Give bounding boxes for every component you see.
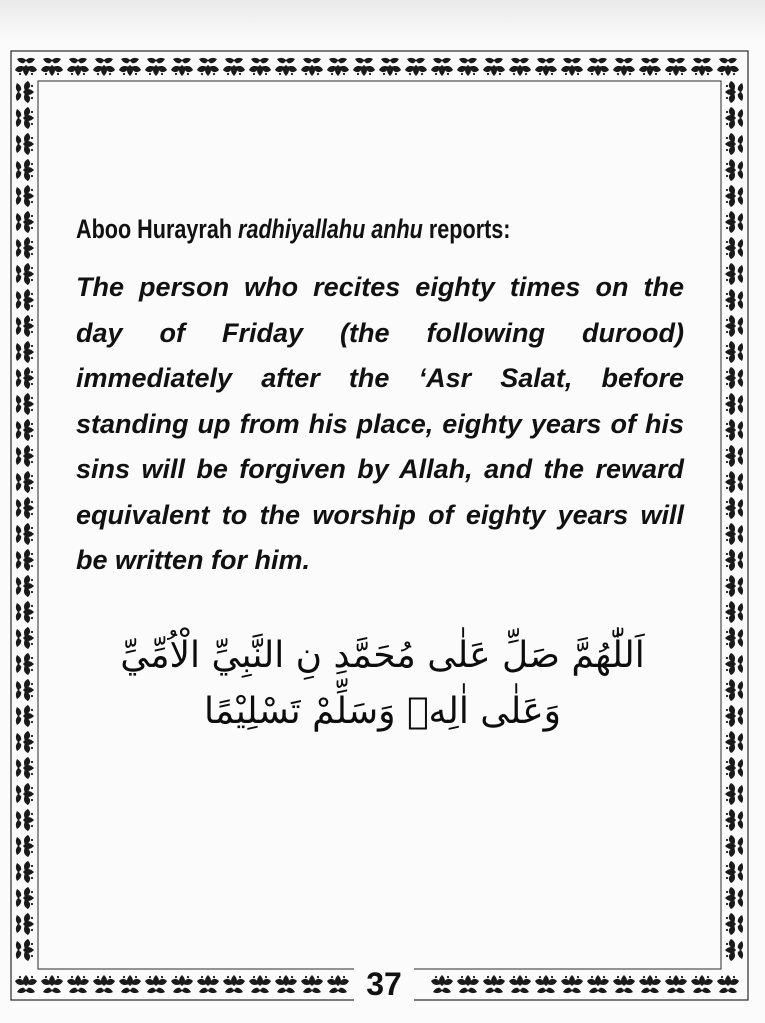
border-ornament xyxy=(725,679,743,701)
border-ornament xyxy=(16,237,34,259)
border-ornament xyxy=(275,58,297,76)
border-ornament xyxy=(41,58,63,76)
border-ornament xyxy=(16,341,34,363)
border-ornament xyxy=(717,975,739,993)
border-ornament xyxy=(67,58,89,76)
border-ornament xyxy=(665,58,687,76)
border-ornament xyxy=(457,58,479,76)
border-ornament xyxy=(16,419,34,441)
border-ornament xyxy=(171,975,193,993)
border-ornament xyxy=(725,315,743,337)
border-ornament xyxy=(725,913,743,935)
border-ornament xyxy=(725,133,743,155)
border-ornament xyxy=(509,975,531,993)
border-ornament xyxy=(16,575,34,597)
border-ornament xyxy=(587,58,609,76)
border-ornament xyxy=(725,601,743,623)
border-ornament xyxy=(379,58,401,76)
reports-verb: reports: xyxy=(428,214,511,244)
border-ornament xyxy=(16,939,34,961)
border-ornament xyxy=(725,939,743,961)
border-ornament xyxy=(725,263,743,285)
border-ornament xyxy=(535,975,557,993)
border-ornament xyxy=(725,81,743,103)
border-ornament xyxy=(93,975,115,993)
border-ornament xyxy=(16,601,34,623)
border-ornament xyxy=(639,58,661,76)
border-ornament xyxy=(119,58,141,76)
border-ornament xyxy=(561,58,583,76)
border-ornament xyxy=(509,58,531,76)
border-ornament xyxy=(16,107,34,129)
border-ornament xyxy=(16,445,34,467)
border-ornament xyxy=(15,58,37,76)
border-ornament xyxy=(725,887,743,909)
narration-heading xyxy=(76,205,562,253)
border-ornament xyxy=(717,58,739,76)
border-ornament xyxy=(535,58,557,76)
border-ornament xyxy=(16,393,34,415)
border-ornament xyxy=(483,58,505,76)
border-ornament xyxy=(405,58,427,76)
border-ornament xyxy=(249,58,271,76)
border-ornament xyxy=(16,653,34,675)
border-ornament xyxy=(725,237,743,259)
border-ornament xyxy=(16,627,34,649)
border-ornament xyxy=(15,975,37,993)
border-ornament xyxy=(16,133,34,155)
border-ornament xyxy=(457,975,479,993)
border-ornament xyxy=(613,975,635,993)
border-ornament xyxy=(16,679,34,701)
border-ornament xyxy=(41,975,63,993)
border-ornament xyxy=(16,783,34,805)
border-ornament xyxy=(725,497,743,519)
border-ornament xyxy=(197,975,219,993)
border-ornament xyxy=(16,211,34,233)
border-ornament xyxy=(16,705,34,727)
narrator-name: Aboo Hurayrah xyxy=(76,214,233,244)
border-ornament xyxy=(725,471,743,493)
border-ornament xyxy=(587,975,609,993)
border-ornament xyxy=(725,523,743,545)
border-ornament xyxy=(275,975,297,993)
text-block xyxy=(76,205,684,584)
border-ornament xyxy=(725,289,743,311)
border-ornament xyxy=(613,58,635,76)
border-ornament xyxy=(725,575,743,597)
border-ornament xyxy=(725,705,743,727)
border-ornament xyxy=(725,731,743,753)
border-ornament xyxy=(353,58,375,76)
border-ornament xyxy=(16,523,34,545)
border-ornament xyxy=(16,367,34,389)
border-ornament xyxy=(327,975,349,993)
border-ornament xyxy=(93,58,115,76)
border-ornament xyxy=(725,341,743,363)
border-ornament xyxy=(725,107,743,129)
border-ornament xyxy=(725,549,743,571)
border-ornament xyxy=(725,445,743,467)
border-ornament xyxy=(725,809,743,831)
border-ornament xyxy=(665,975,687,993)
border-ornament xyxy=(725,367,743,389)
durood-line-1: اَللّٰهُمَّ صَلِّ عَلٰى مُحَمَّدِ نِ النَّبِيِّ الْاُمِّيِّ xyxy=(120,635,645,676)
border-ornament xyxy=(725,653,743,675)
border-ornament xyxy=(725,861,743,883)
border-ornament xyxy=(145,58,167,76)
border-ornament xyxy=(483,975,505,993)
border-ornament xyxy=(16,549,34,571)
border-ornament xyxy=(725,159,743,181)
border-ornament xyxy=(16,497,34,519)
border-ornament xyxy=(16,159,34,181)
border-ornament xyxy=(431,58,453,76)
border-ornament xyxy=(67,975,89,993)
border-ornament xyxy=(16,913,34,935)
border-ornament xyxy=(725,627,743,649)
border-ornament xyxy=(223,975,245,993)
border-ornament xyxy=(16,263,34,285)
page-number: 37 xyxy=(354,962,414,1006)
border-ornament xyxy=(16,315,34,337)
border-ornament xyxy=(223,58,245,76)
border-ornament xyxy=(145,975,167,993)
durood-arabic xyxy=(100,628,665,740)
border-ornament xyxy=(16,81,34,103)
border-ornament xyxy=(197,58,219,76)
durood-line-2: وَعَلٰى اٰلِهٖ وَسَلِّمْ تَسْلِيْمًا xyxy=(203,691,562,732)
border-ornament xyxy=(16,861,34,883)
border-ornament xyxy=(16,809,34,831)
border-ornament xyxy=(725,783,743,805)
border-ornament xyxy=(16,471,34,493)
border-ornament xyxy=(171,58,193,76)
border-ornament xyxy=(16,731,34,753)
border-ornament xyxy=(301,975,323,993)
border-ornament xyxy=(725,393,743,415)
border-ornament xyxy=(16,887,34,909)
border-ornament xyxy=(249,975,271,993)
border-ornament xyxy=(691,975,713,993)
border-ornament xyxy=(16,757,34,779)
border-ornament xyxy=(639,975,661,993)
border-ornament xyxy=(119,975,141,993)
hadith-paragraph: The person who recites eighty times on the day of Friday (the following durood) immediately after the ‘Asr Salat, before standing up from his place, eighty years of his sins will be forgiven by Allah, and the reward equivalent to the worship of eighty years will be written for him. xyxy=(76,272,684,575)
border-ornament xyxy=(16,289,34,311)
border-ornament xyxy=(431,975,453,993)
border-ornament xyxy=(691,58,713,76)
border-ornament xyxy=(327,58,349,76)
border-ornament xyxy=(725,185,743,207)
border-ornament xyxy=(725,419,743,441)
border-ornament xyxy=(725,835,743,857)
border-ornament xyxy=(725,211,743,233)
border-ornament xyxy=(301,58,323,76)
honorific: radhiyallahu anhu xyxy=(238,214,423,244)
border-ornament xyxy=(16,835,34,857)
border-ornament xyxy=(16,185,34,207)
border-ornament xyxy=(725,757,743,779)
border-ornament xyxy=(561,975,583,993)
